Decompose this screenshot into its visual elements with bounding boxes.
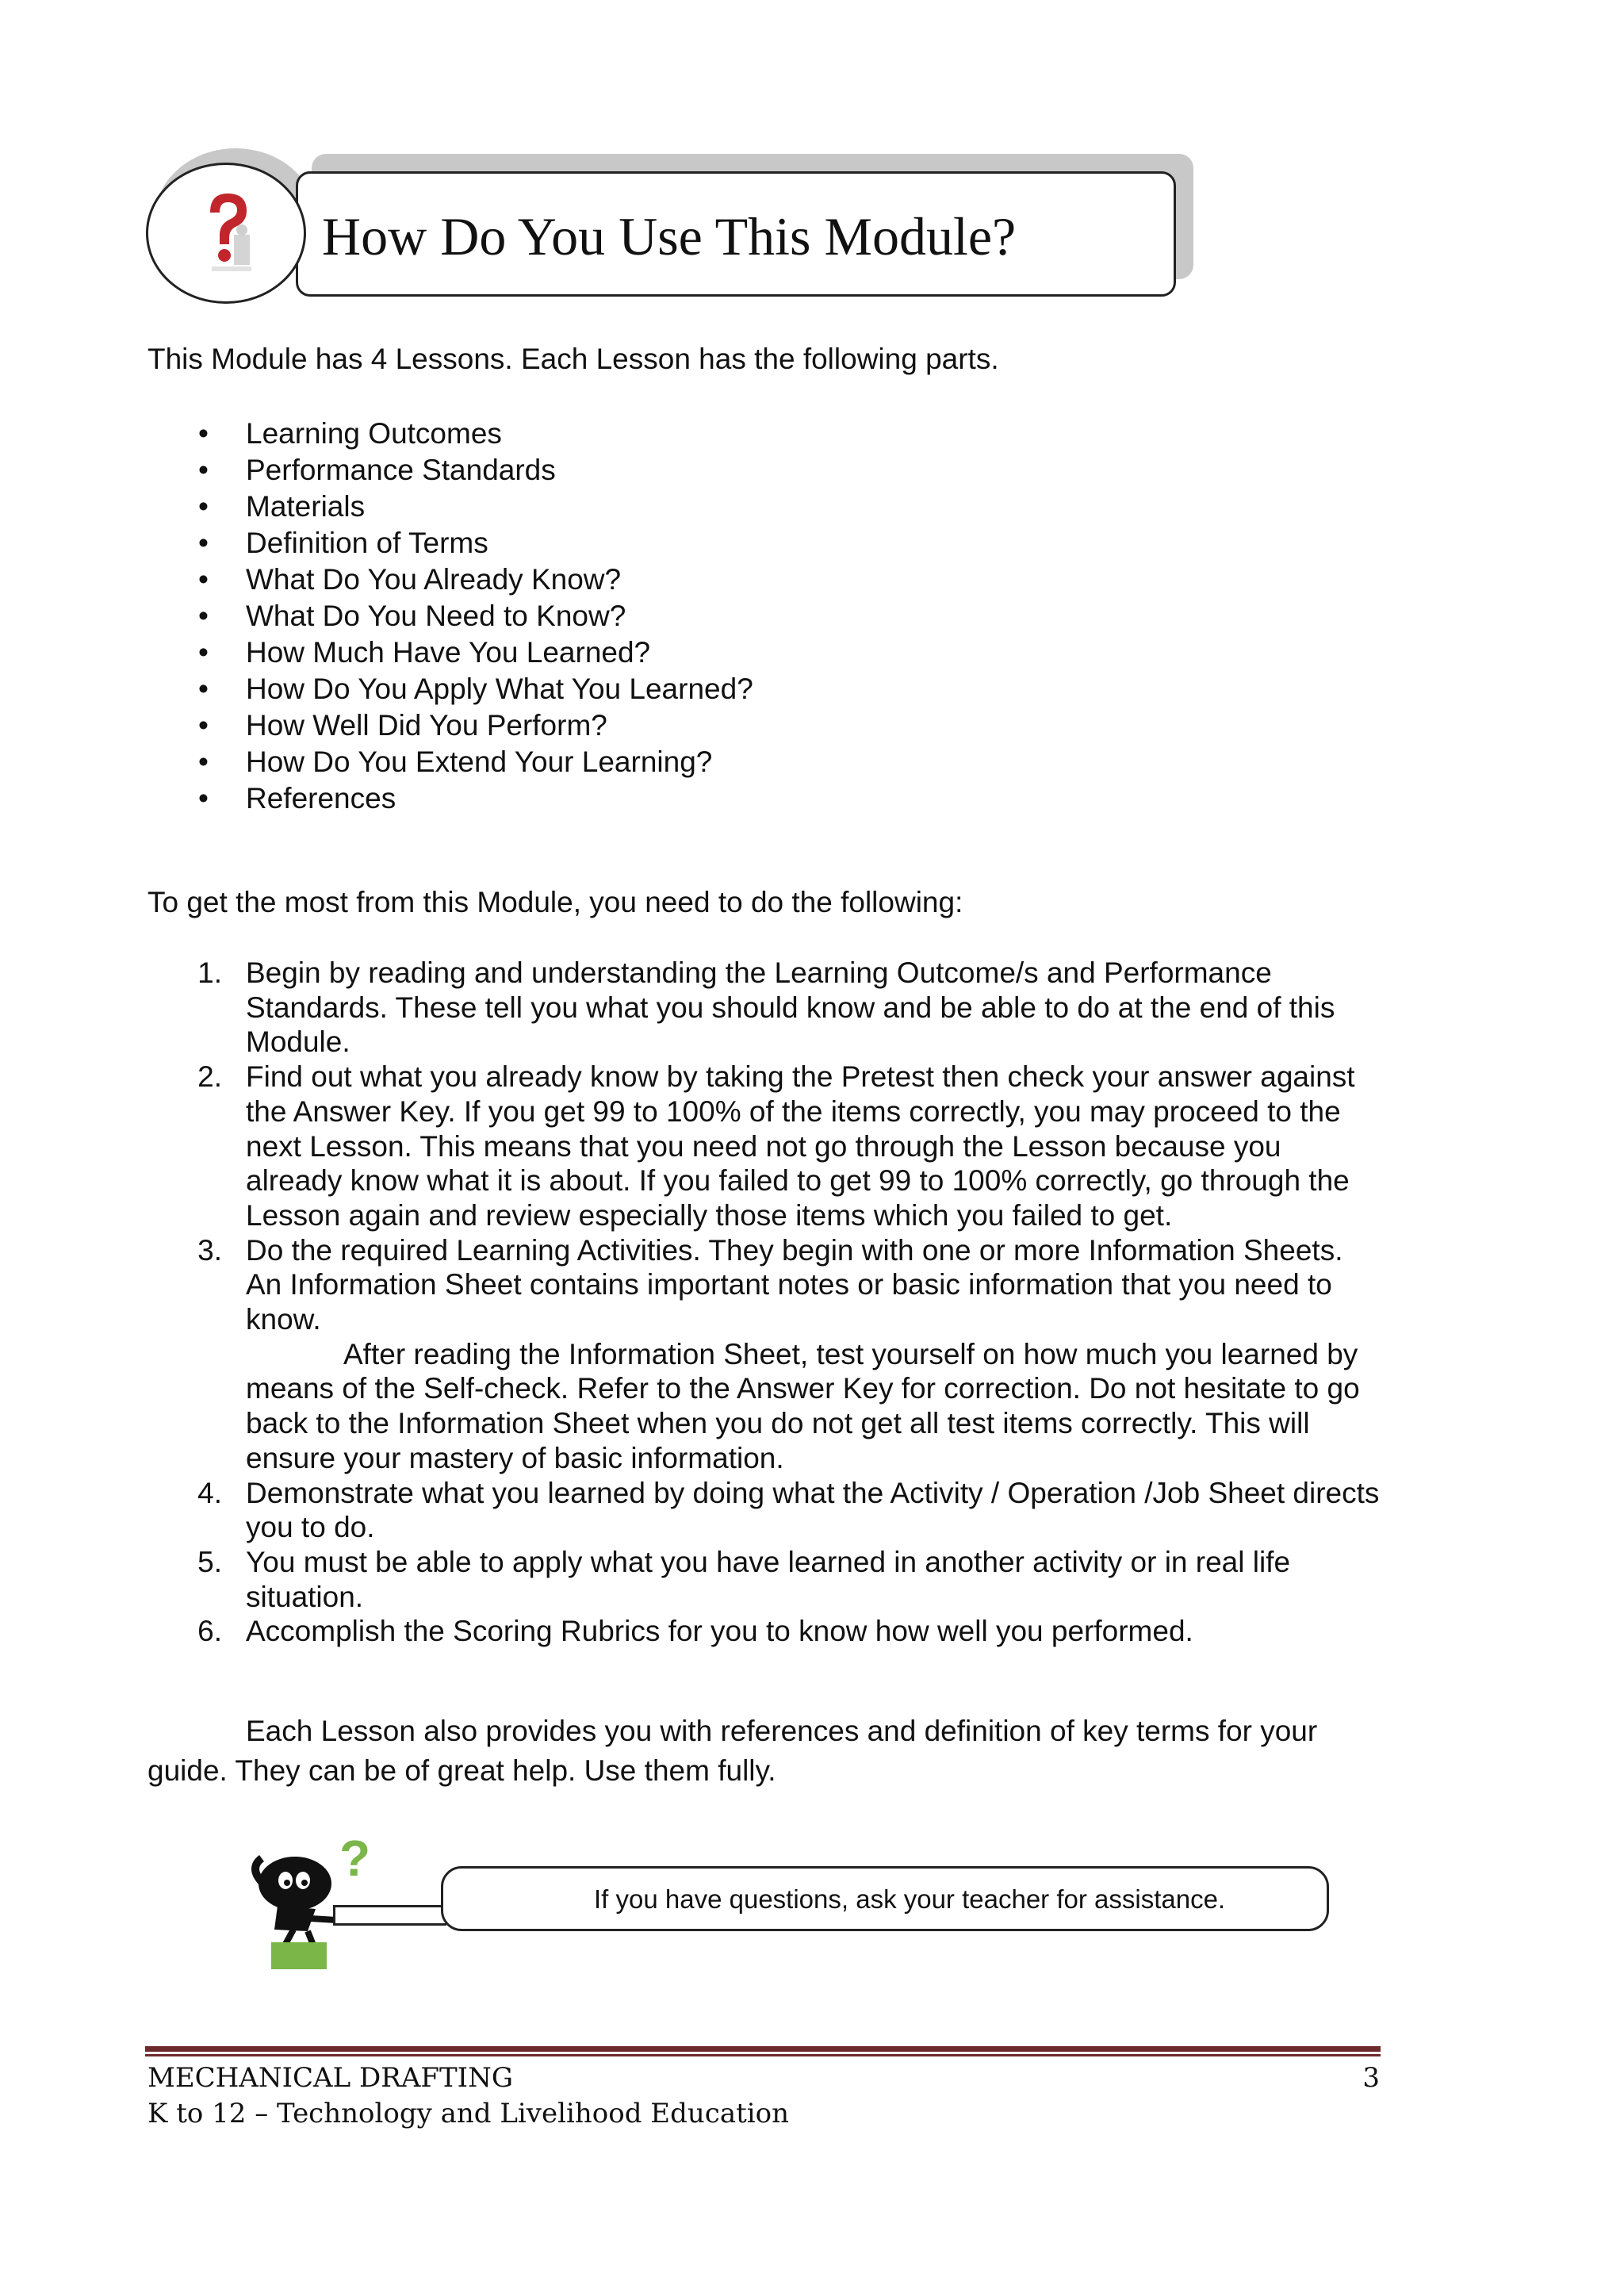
step-item: [190, 1233, 1380, 1476]
speech-bubble: [441, 1866, 1329, 1931]
step-item: [190, 1614, 1380, 1649]
lesson-parts-list: [198, 416, 753, 817]
step-number: 1.: [197, 956, 222, 989]
instructions-lead: To get the most from this Module, you need to do the following:: [147, 886, 963, 918]
thinking-character-icon: [238, 1826, 373, 1969]
list-item: • References: [198, 780, 753, 817]
footer-title: MECHANICAL DRAFTING: [147, 2062, 514, 2094]
instructions-list: [190, 956, 1380, 1649]
list-item: • How Well Did You Perform?: [198, 707, 753, 744]
step-text: Accomplish the Scoring Rubrics for you to know how well you performed.: [246, 1615, 1193, 1648]
closing-first-line: Each Lesson also provides you with references and definition of key terms for your: [246, 1715, 1318, 1747]
header-banner: [296, 171, 1176, 297]
list-item: • Materials: [198, 489, 753, 525]
list-item: • Learning Outcomes: [198, 416, 753, 452]
step-number: 3.: [197, 1233, 222, 1267]
footer-rule: [145, 2046, 1381, 2052]
step-text: Begin by reading and understanding the Learning Outcome/s and Performance Standards. These tell you what you should know and be able to do at the end of this Module.: [246, 956, 1335, 1059]
list-item: • What Do You Need to Know?: [198, 598, 753, 634]
list-item: • How Much Have You Learned?: [198, 634, 753, 671]
step-number: 2.: [197, 1060, 222, 1094]
list-item: • How Do You Apply What You Learned?: [198, 671, 753, 707]
step-item: [190, 956, 1380, 1060]
callout-connector: [333, 1905, 446, 1926]
step-continuation: After reading the Information Sheet, test yourself on how much you learned by means of the Self-check. Refer to the Answer Key for correction. Do not hesitate to go back to the Information Sheet when you do not get all test items correctly. This will ensure your mastery of basic information.: [246, 1337, 1360, 1474]
footer-subtitle: K to 12 – Technology and Livelihood Education: [147, 2098, 789, 2129]
step-item: [190, 1476, 1380, 1545]
list-item: • How Do You Extend Your Learning?: [198, 744, 753, 780]
question-person-icon: [201, 189, 256, 276]
step-number: 4.: [197, 1476, 222, 1509]
list-item: • What Do You Already Know?: [198, 562, 753, 598]
closing-paragraph: [147, 1711, 1361, 1791]
step-text: You must be able to apply what you have learned in another activity or in real life situation.: [246, 1545, 1291, 1613]
list-item: • Definition of Terms: [198, 525, 753, 562]
step-text: Find out what you already know by taking the Pretest then check your answer against the Answer Key. If you get 99 to 100% of the items correctly, you may proceed to the next Lesson. This means that you need not go through the Lesson because you already know what it is about. If you failed to get 99 to 100% correctly, go through the Lesson again and review especially those items which you failed to get.: [246, 1060, 1355, 1232]
callout-text: If you have questions, ask your teacher for assistance.: [594, 1884, 1226, 1914]
svg-text:?: ?: [339, 1830, 371, 1887]
page-title: How Do You Use This Module?: [322, 206, 1017, 266]
step-item: [190, 1060, 1380, 1233]
step-text: Do the required Learning Activities. They begin with one or more Information Sheets. An Information Sheet contains important notes or basic information that you need to know.: [246, 1233, 1343, 1336]
intro-text: This Module has 4 Lessons. Each Lesson has the following parts.: [147, 343, 999, 375]
header-badge: [146, 163, 306, 304]
footer-rule-thin: [145, 2054, 1381, 2056]
list-item: • Performance Standards: [198, 452, 753, 489]
step-item: [190, 1545, 1380, 1614]
closing-second-line: guide. They can be of great help. Use them fully.: [147, 1754, 776, 1787]
step-number: 6.: [197, 1615, 222, 1648]
page-number: 3: [1362, 2062, 1380, 2094]
step-number: 5.: [197, 1545, 222, 1578]
step-text: Demonstrate what you learned by doing what the Activity / Operation /Job Sheet directs you to do.: [246, 1476, 1380, 1544]
